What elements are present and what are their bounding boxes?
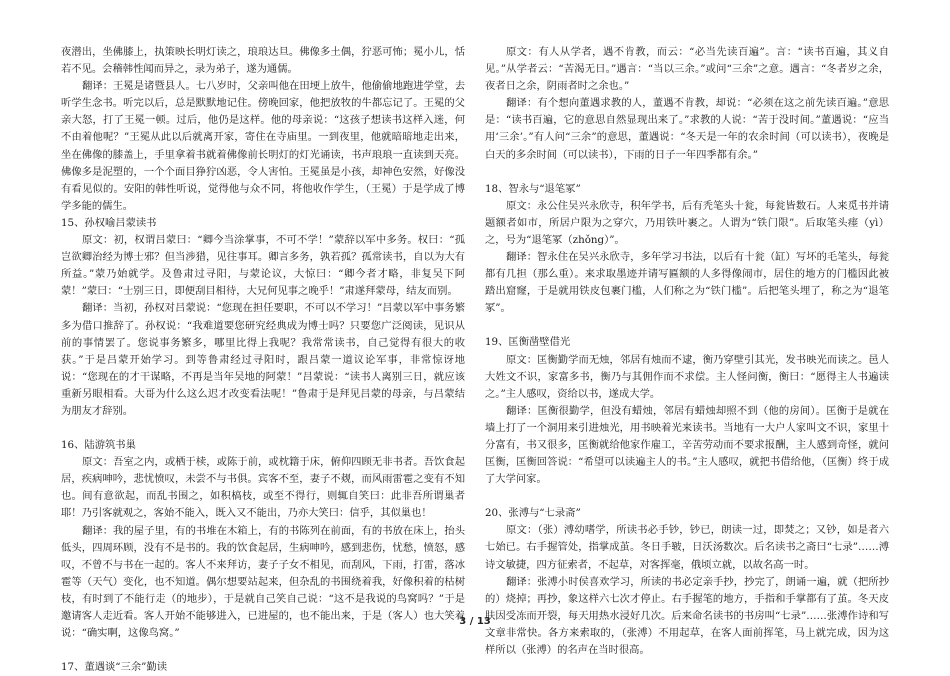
paragraph-top: 夜潜出，坐佛膝上，执策映长明灯读之，琅琅达旦。佛像多土偶，狞恶可怖；冕小儿，恬若不见。会稽韩性闻而异之，录为弟子，遂为通儒。 [61, 46, 465, 76]
paragraph-translation-19: 翻译：匡衡很勤学，但没有蜡烛，邻居有蜡烛却照不到（他的房间）。匡衡于是就在墙上打了一个洞用来引进烛光，用书映着光来读书。当地有一大户人家叫文不识，家里十分富有，书又很多，匡衡就给他家作雇工，辛苦劳动而不要求报酬，主人感到奇怪，就问匡衡，匡衡回答说：“希望可以读遍主人的书。”主人感叹，就把书借给他，（匡衡）终于成了大学问家。 [485, 404, 889, 486]
paragraph-original-17: 原文：有人从学者，遇不肯教，而云：“必当先读百遍”。言：“读书百遍，其义自见。”从学者云：“苦渴无日。”遇言：“当以三余。”或问“三余”之意。遇言：“冬者岁之余，夜者日之余，阴雨者时之余也。” [485, 46, 889, 93]
paragraph-translation-16: 翻译：我的屋子里，有的书堆在木箱上，有的书陈列在前面，有的书放在床上，抬头低头，四周环顾，没有不是书的。我的饮食起居，生病呻吟，感到悲伤，忧愁，愤怒，感叹，不曾不与书在一起的。客人不来拜访，妻子子女不相见，而刮风，下雨，打雷，落冰雹等（天气）变化，也不知道。偶尔想要站起来，但杂乱的书围绕着我，好像积着的枯树枝，有时到了不能行走（的地步），于是就自己笑自己说：“这不是我说的鸟窝吗？”于是邀请客人走近看。客人开始不能够进入，已进屋的，也不能出来，于是（客人）也大笑着说：“确实啊，这像鸟窝。” [61, 524, 465, 640]
paragraph-original-20: 原文：（张）溥幼嗜学，所读书必手钞，钞已，朗读一过，即焚之；又钞，如是者六七始已。右手握管处，指掌成茧。冬日手皲，日沃汤数次。后名读书之斋曰“七录”……溥诗文敏捷，四方征索者，不起草，对客挥毫，俄顷立就，以故名高一时。 [485, 524, 889, 571]
heading-17: 17、董遇谈“三余”勤读 [61, 661, 168, 674]
paragraph-translation-14: 翻译：王冕是诸暨县人。七八岁时，父亲叫他在田埂上放牛，他偷偷地跑进学堂，去听学生念书。听完以后，总是默默地记住。傍晚回家，他把放牧的牛都忘记了。王冕的父亲大怒，打了王冕一顿。过后，他仍是这样。他的母亲说：“这孩子想读书这样入迷，何不由着他呢？”王冕从此以后就离开家，寄住在寺庙里。一到夜里，他就暗暗地走出来，坐在佛像的膝盖上，手里拿着书就着佛像前长明灯的灯光诵读，书声琅琅一直读到天亮。佛像多是泥塑的，一个个面目狰狞凶恶，令人害怕。王冕虽是小孩，却神色安然，好像没有看见似的。安阳的韩性听说，觉得他与众不同，将他收作学生，（王冕）于是学成了博学多能的儒生。 [61, 80, 465, 212]
heading-18: 18、智永与“退笔冢” [485, 182, 581, 195]
paragraph-translation-15: 翻译：当初，孙权对吕蒙说：“您现在担任要职，不可以不学习！”吕蒙以军中事务繁多为借口推辞了。孙权说：“我难道要您研究经典成为博士吗？只要您广泛阅读，见识从前的事情罢了。您说事务繁多，哪里比得上我呢？我常常读书，自己觉得有很大的收获。”于是吕蒙开始学习。到等鲁肃经过寻阳时，跟吕蒙一道议论军事，非常惊讶地说：“您现在的才干谋略，不再是当年吴地的阿蒙！”吕蒙说：“读书人离别三日，就应该重新另眼相看。大哥为什么这么迟才改变看法呢！”鲁肃于是拜见吕蒙的母亲，与吕蒙结为朋友才辞别。 [61, 302, 465, 417]
paragraph-translation-18: 翻译：智永住在吴兴永欣寺，多年学习书法，以后有十瓮（缸）写坏的毛笔头，每瓮都有几担（那么重）。来求取墨迹并请写匾额的人多得像闹市，居住的地方的门槛因此被踏出窟窿，于是就用铁皮包裹门槛，人们称之为“铁门槛”。后把笔头埋了，称之为“退笔冢”。 [485, 251, 889, 315]
right-column [485, 44, 889, 659]
paragraph-original-15: 原文：初，权谓吕蒙曰：“卿今当涂掌事，不可不学！”蒙辞以军中多务。权曰：“孤岂欲卿治经为博士邪？但当涉猎，见往事耳。卿言多务，孰若孤？孤常读书，自以为大有所益。”蒙乃始就学。及鲁肃过寻阳，与蒙论议，大惊曰：“卿今者才略，非复吴下阿蒙！”蒙曰：“士别三日，即便刮目相待，大兄何见事之晚乎！”肃遂拜蒙母，结友而别。 [61, 234, 465, 298]
page-number: 3 / 13 [459, 616, 491, 627]
paragraph-translation-17: 翻译：有个想向董遇求教的人，董遇不肯教，却说：“必须在这之前先读百遍。”意思是：“读书百遍，它的意思自然显现出来了。”求教的人说：“苦于没时间。”董遇说：“应当用‘三余’。”有人问“三余”的意思，董遇说：“冬天是一年的农余时间（可以读书），夜晚是白天的多余时间（可以读书），下雨的日子一年四季都有余。” [485, 97, 889, 161]
heading-15: 15、孙权喻吕蒙读书 [61, 216, 157, 229]
paragraph-original-18: 原文：永公住吴兴永欣寺，积年学书，后有秃笔头十瓮，每瓮皆数石。人来觅书并请题额者如市，所居户限为之穿穴，乃用铁叶裹之。人谓为“铁门限”。后取笔头瘗（yì）之，号为“退笔冢（zhǒng）”。 [485, 199, 889, 246]
left-column [61, 44, 465, 676]
heading-16: 16、陆游筑书巢 [61, 439, 136, 452]
heading-20: 20、张溥与“七录斋” [485, 507, 581, 520]
paragraph-translation-20: 翻译：张溥小时侯喜欢学习，所读的书必定亲手抄，抄完了，朗诵一遍，就（把所抄的）烧掉；再抄，象这样六七次才停止。右手握笔的地方，手指和手掌都有了茧。冬天皮肤因受冻而开裂，每天用热水浸好几次。后来命名读书的书房叫“七录”……张溥作诗和写文章非常快。各方来索取的，（张溥）不用起草，在客人面前挥笔，马上就完成，因为这样所以（张溥）的名声在当时很高。 [485, 575, 889, 656]
heading-19: 19、匡衡凿壁借光 [485, 336, 571, 349]
paragraph-original-19: 原文：匡衡勤学而无烛，邻居有烛而不逮，衡乃穿壁引其光，发书映光而读之。邑人大姓文不识，家富多书，衡乃与其佣作而不求偿。主人怪问衡，衡曰：“愿得主人书遍读之。”主人感叹，资给以书，遂成大学。 [485, 353, 889, 400]
paragraph-original-16: 原文：吾室之内，或栖于椟，或陈于前，或枕籍于床，俯仰四顾无非书者。吾饮食起居，疾病呻吟，悲忧愤叹，未尝不与书俱。宾客不至，妻子不觌，而风雨雷雹之变有不知也。间有意欲起，而乱书围之，如积槁枝，或至不得行，则辄自笑曰：此非吾所谓巢者耶！乃引客就观之，客始不能入，既入又不能出，乃亦大笑曰：信乎，其似巢也！ [61, 456, 465, 520]
